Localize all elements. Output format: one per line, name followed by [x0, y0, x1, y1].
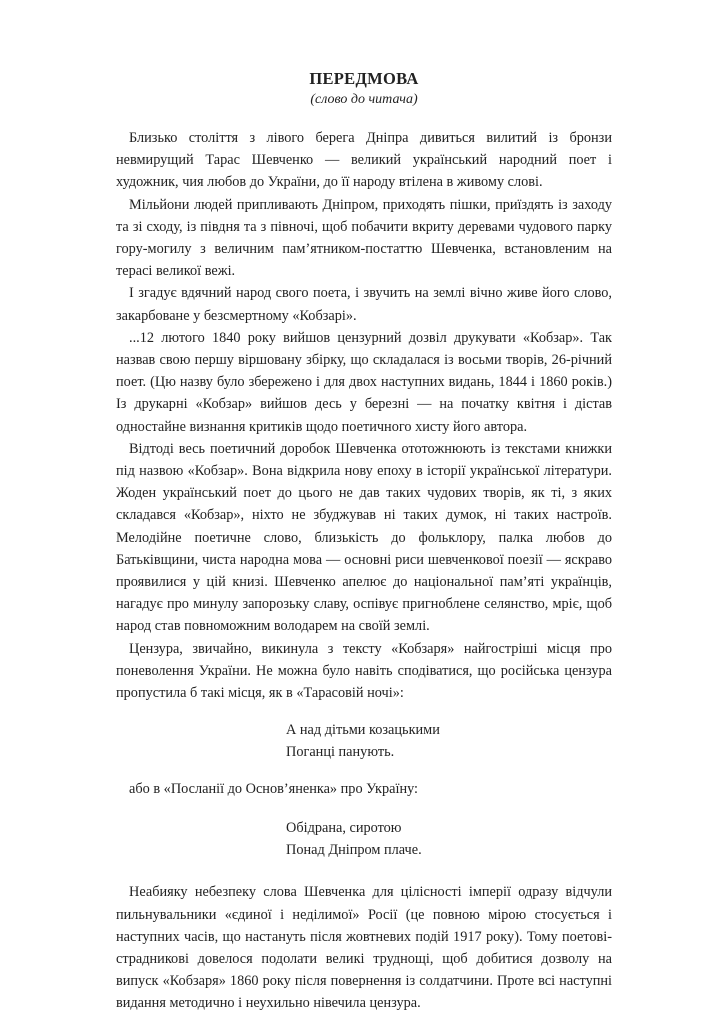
verse-lead-text: або в «Посланії до Основ’яненка» про Україну:: [129, 780, 419, 797]
verse-line: Обідрана, сиротою: [286, 819, 402, 836]
verse-line: А над дітьми козацькими: [286, 722, 440, 739]
paragraph-6: Цензура, звичайно, викинула з тексту «Кобзаря» найгостріші місця про поневолення України. Не можна було навіть сподіватися, що російська цензура пропустила б такі місця, як в «Тарасовій ночі»:: [116, 640, 612, 702]
paragraph-4: ...12 лютого 1840 року вийшов цензурний дозвіл друкувати «Кобзар». Так назвав свою першу віршовану збірку, що складалася із восьми творів, 26-річний поет. (Цю назву було збережено і для двох наступних видань, 1844 і 1860 років.) Із друкарні «Кобзар» вийшов десь у березні — на початку квітня і дістав одностайне визнання критиків щодо поетичного хисту його автора.: [116, 329, 612, 435]
paragraph-5: Відтоді весь поетичний доробок Шевченка ототожнюють із текстами книжки під назвою «Кобзар». Вона відкрила нову епоху в історії української літератури. Жоден український поет до цього не дав таких чудових творів, як ті, з яких складався «Кобзар», ніхто не збуджував ні таких думок, ні таких настроїв. Мелодійне поетичне слово, близькість до фольклору, палка любов до Батьківщини, чиста народна мова — основні риси шевченкової поезії — яскраво проявилися у цій книзі. Шевченко апелює до національної пам’яті українців, нагадує про минулу запорозьку славу, оспівує пригноблене селянство, мріє, щоб народ став повноможним володарем на своїй землі.: [116, 440, 612, 635]
verse-line: Понад Дніпром плаче.: [286, 842, 422, 859]
document-page: [116, 68, 612, 1015]
verse-quote-2: [286, 817, 612, 861]
verse-line: Поганці панують.: [286, 744, 395, 761]
verse-quote-1: [286, 719, 612, 763]
paragraph-3: І згадує вдячний народ свого поета, і звучить на землі вічно живе його слово, закарбоване у безсмертному «Кобзарі».: [116, 285, 612, 324]
paragraph-final: Неабияку небезпеку слова Шевченка для цілісності імперії одразу відчули пильнувальники «єдиної і неділимої» Росії (це повною мірою стосується і наступних часів, що настануть після жовтневих подій 1917 року). Тому поетові-страдникові довелося подолати великі труднощі, щоб добитися дозволу на випуск «Кобзаря» 1860 року після повернення із солдатчини. Проте всі наступні видання методично і неухильно нівечила цензура.: [116, 884, 612, 1012]
page-title: ПЕРЕДМОВА: [309, 69, 419, 88]
paragraph-2: Мільйони людей припливають Дніпром, приходять пішки, приїздять із заходу та зі сходу, із півдня та з півночі, щоб побачити вкриту деревами чудового парку гору-могилу з величним пам’ятником-постаттю Шевченка, встановленим на терасі великої вежі.: [116, 196, 612, 280]
page-subtitle: (слово до читача): [310, 92, 418, 107]
paragraph-1: Близько століття з лівого берега Дніпра дивиться вилитий із бронзи невмирущий Тарас Шевченко — великий український народний поет і художник, чия любов до України, до її народу втілена в живому слові.: [116, 130, 612, 191]
